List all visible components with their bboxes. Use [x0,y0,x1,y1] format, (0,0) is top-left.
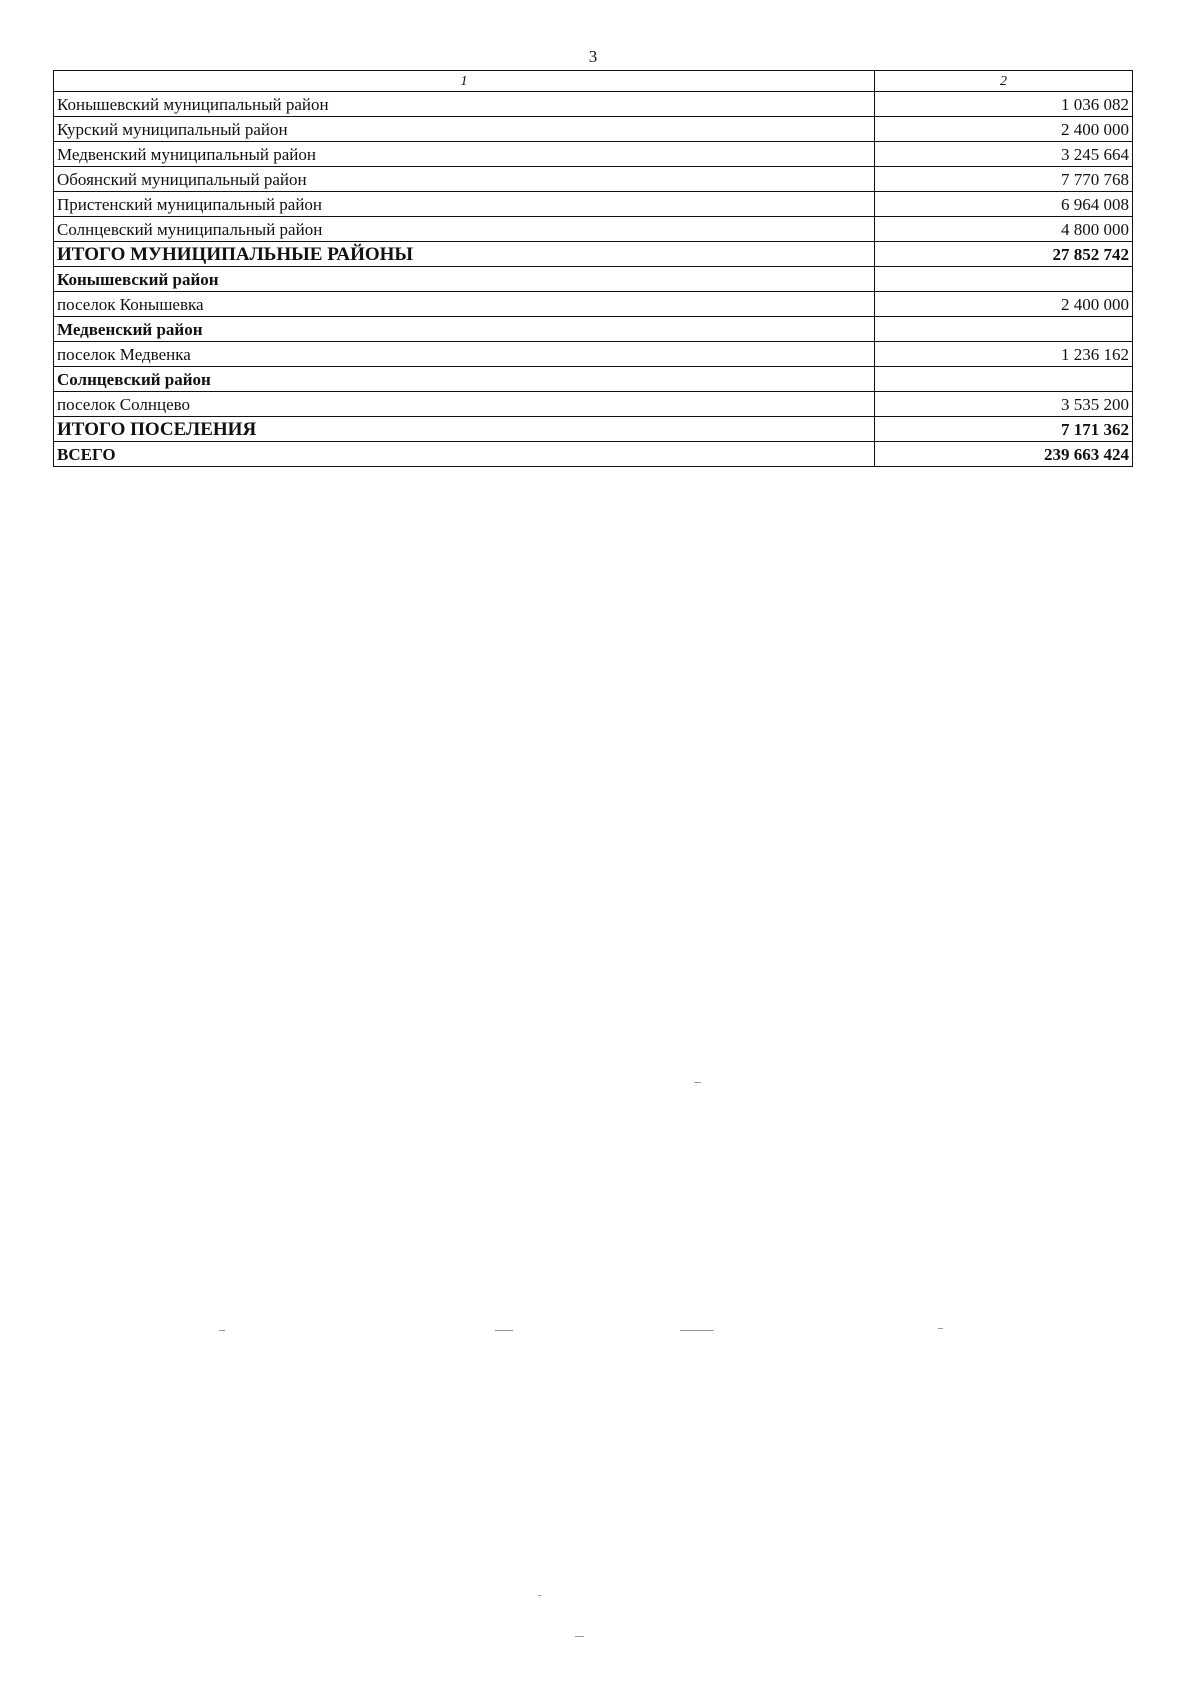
row-value: 1 236 162 [875,342,1133,367]
row-label: Медвенский район [54,317,875,342]
row-value [875,267,1133,292]
scan-speck [495,1330,513,1331]
row-label: поселок Конышевка [54,292,875,317]
scan-speck [219,1330,225,1331]
row-value: 6 964 008 [875,192,1133,217]
table-row [54,392,1133,417]
table-row [54,267,1133,292]
row-label: Солнцевский район [54,367,875,392]
row-label: Медвенский муниципальный район [54,142,875,167]
table-body [54,92,1133,467]
row-label: Солнцевский муниципальный район [54,217,875,242]
row-label: Обоянский муниципальный район [54,167,875,192]
row-label: ИТОГО МУНИЦИПАЛЬНЫЕ РАЙОНЫ [54,242,875,267]
table-row [54,342,1133,367]
row-label: ИТОГО ПОСЕЛЕНИЯ [54,417,875,442]
row-value: 239 663 424 [875,442,1133,467]
scan-speck [680,1330,714,1331]
row-value: 1 036 082 [875,92,1133,117]
table-row [54,442,1133,467]
scan-speck [938,1328,943,1329]
row-label: поселок Медвенка [54,342,875,367]
table-row [54,292,1133,317]
table-row [54,167,1133,192]
row-label: Пристенский муниципальный район [54,192,875,217]
row-label: ВСЕГО [54,442,875,467]
row-value: 4 800 000 [875,217,1133,242]
table-row [54,142,1133,167]
row-value: 2 400 000 [875,117,1133,142]
row-value: 7 171 362 [875,417,1133,442]
scan-speck [575,1636,584,1637]
column-header-1: 1 [54,71,875,92]
row-value: 3 535 200 [875,392,1133,417]
row-value: 2 400 000 [875,292,1133,317]
page-number: 3 [588,47,598,66]
allocation-table [53,70,1133,467]
table-row [54,192,1133,217]
row-label: Конышевский муниципальный район [54,92,875,117]
row-label: Конышевский район [54,267,875,292]
table-row [54,117,1133,142]
column-header-2: 2 [875,71,1133,92]
scan-speck [694,1082,701,1083]
row-value: 7 770 768 [875,167,1133,192]
table-row [54,367,1133,392]
row-label: поселок Солнцево [54,392,875,417]
row-value [875,317,1133,342]
row-label: Курский муниципальный район [54,117,875,142]
table-row [54,317,1133,342]
table-header-row [54,71,1133,92]
scan-speck [538,1595,541,1596]
row-value: 27 852 742 [875,242,1133,267]
table-row [54,217,1133,242]
row-value: 3 245 664 [875,142,1133,167]
table-row [54,417,1133,442]
table-row [54,92,1133,117]
table-row [54,242,1133,267]
row-value [875,367,1133,392]
